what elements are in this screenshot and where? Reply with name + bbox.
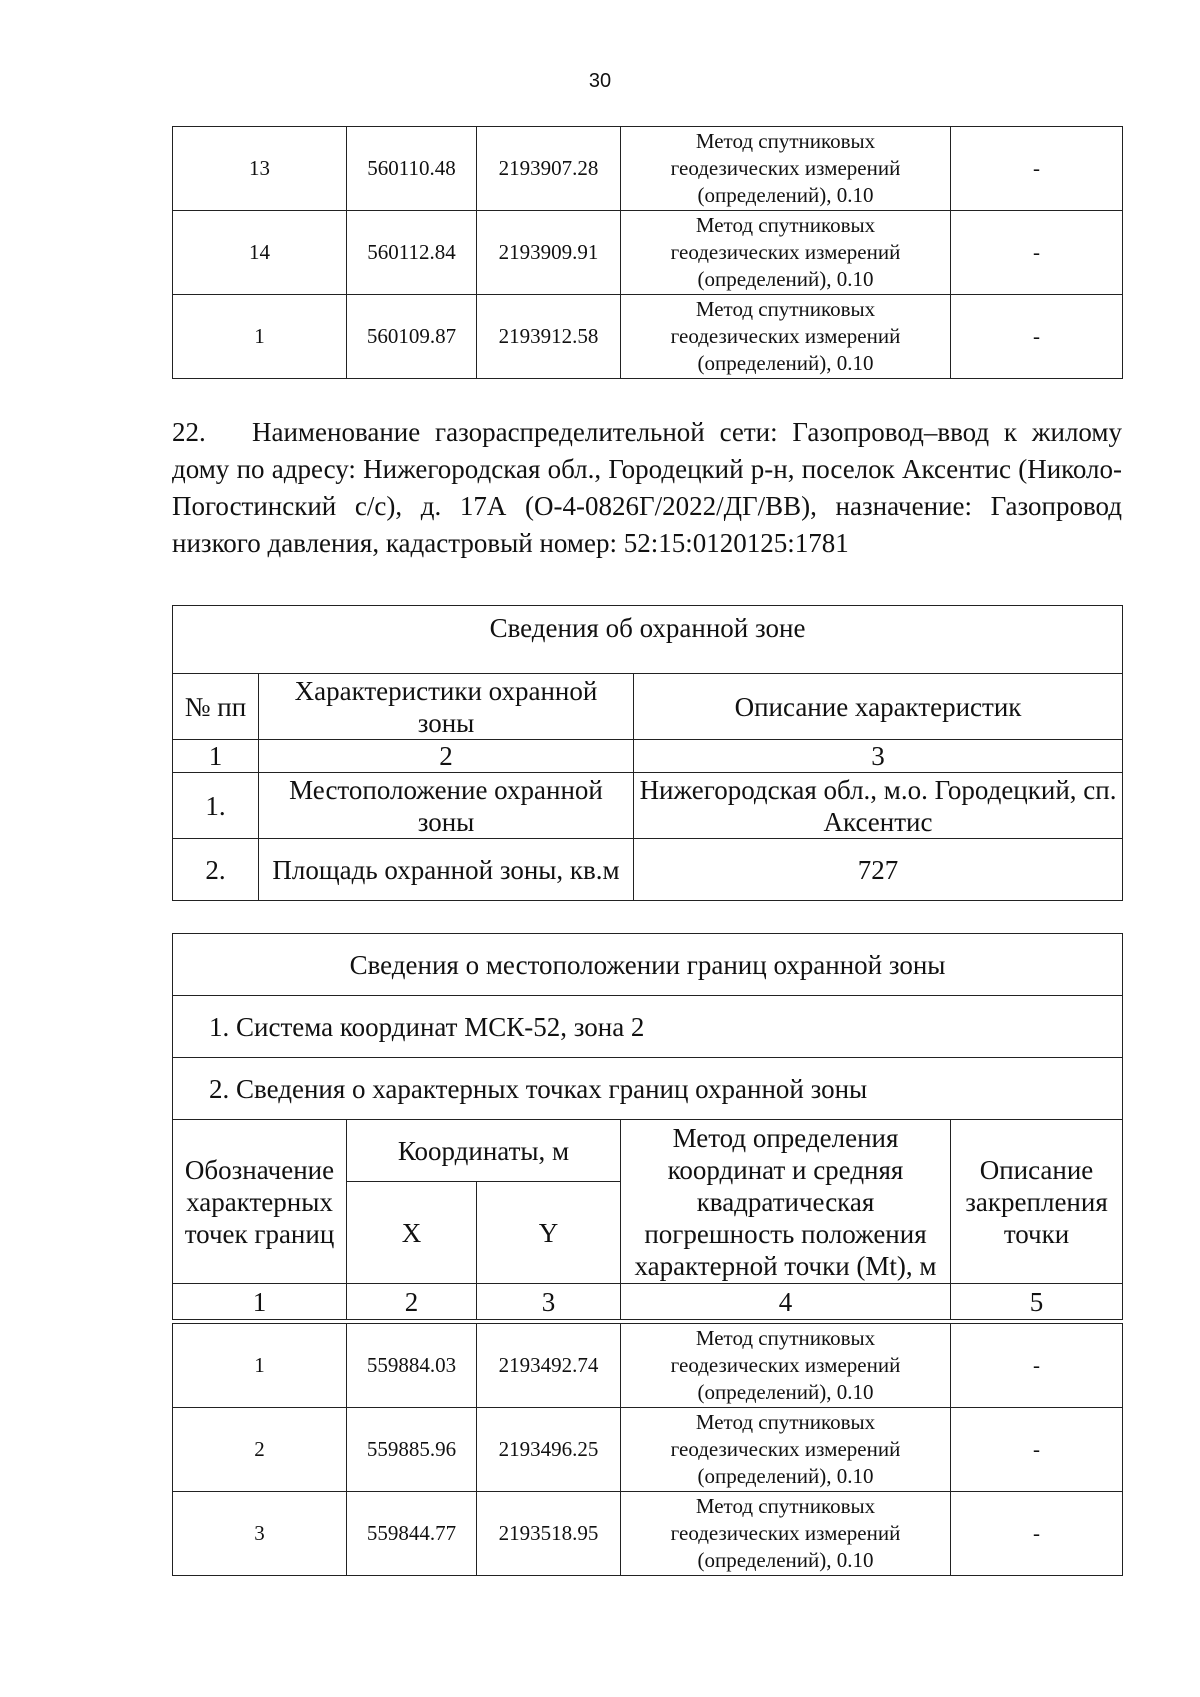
coordinate-system: 1. Система координат МСК-52, зона 2 — [173, 996, 1123, 1058]
method-line: Метод спутниковых — [695, 1326, 876, 1350]
fixing-description: - — [951, 295, 1123, 379]
header-x: X — [347, 1182, 477, 1284]
fixing-description: - — [951, 1408, 1123, 1492]
table-row — [173, 295, 1123, 379]
coord-y: 2193909.91 — [477, 211, 621, 295]
boundary-points-table — [172, 1323, 1123, 1576]
method-line: геодезических измерений — [670, 156, 901, 180]
header-designation: Обозначение характерных точек границ — [173, 1120, 347, 1284]
header-coordinates: Координаты, м — [347, 1120, 621, 1182]
index-cell: 2 — [347, 1284, 477, 1320]
coord-y: 2193518.95 — [477, 1492, 621, 1576]
item-number: 22. — [172, 417, 206, 447]
row-number: 1. — [173, 773, 259, 839]
method-cell — [621, 1324, 951, 1408]
header-number: № пп — [173, 674, 259, 740]
point-number: 13 — [173, 127, 347, 211]
table-row — [173, 1408, 1123, 1492]
method-line: геодезических измерений — [670, 1521, 901, 1545]
method-cell — [621, 211, 951, 295]
coord-y: 2193907.28 — [477, 127, 621, 211]
method-line: (определений), 0.10 — [697, 351, 874, 375]
index-cell: 3 — [477, 1284, 621, 1320]
coord-x: 559885.96 — [347, 1408, 477, 1492]
protection-zone-table — [172, 605, 1123, 901]
point-number: 3 — [173, 1492, 347, 1576]
method-line: Метод спутниковых — [695, 129, 876, 153]
characteristic-name: Площадь охранной зоны, кв.м — [259, 839, 634, 901]
method-line: геодезических измерений — [670, 1437, 901, 1461]
method-line: Метод спутниковых — [695, 1494, 876, 1518]
method-line: Метод спутниковых — [695, 297, 876, 321]
header-characteristics: Характеристики охранной зоны — [259, 674, 634, 740]
method-line: геодезических измерений — [670, 240, 901, 264]
method-line: Метод спутниковых — [695, 213, 876, 237]
coord-y: 2193496.25 — [477, 1408, 621, 1492]
method-line: (определений), 0.10 — [697, 267, 874, 291]
coord-y: 2193912.58 — [477, 295, 621, 379]
method-line: Метод спутниковых — [695, 1410, 876, 1434]
characteristic-value: 727 — [634, 839, 1123, 901]
method-cell — [621, 295, 951, 379]
table-row — [173, 1492, 1123, 1576]
index-cell: 1 — [173, 1284, 347, 1320]
header-description: Описание характеристик — [634, 674, 1123, 740]
method-line: геодезических измерений — [670, 1353, 901, 1377]
method-cell — [621, 127, 951, 211]
method-line: геодезических измерений — [670, 324, 901, 348]
coord-x: 560112.84 — [347, 211, 477, 295]
coord-x: 559884.03 — [347, 1324, 477, 1408]
points-section-title: 2. Сведения о характерных точках границ охранной зоны — [173, 1058, 1123, 1120]
table-row — [173, 839, 1123, 901]
fixing-description: - — [951, 211, 1123, 295]
item-text: Наименование газораспределительной сети: Газопровод–ввод к жилому дому по адресу: Нижегородская обл., Городецкий р-н, поселок Аксентис (Николо-Погостинский с/с), д. 17А (О-4-0826Г/2022/ДГ/ВВ), назначение: Газопровод низкого давления, кадастровый номер: 52:15:0120125:1781 — [172, 417, 1122, 558]
row-number: 2. — [173, 839, 259, 901]
table-title: Сведения об охранной зоне — [173, 606, 1123, 674]
table-row — [173, 211, 1123, 295]
table-row — [173, 127, 1123, 211]
header-y: Y — [477, 1182, 621, 1284]
point-number: 1 — [173, 1324, 347, 1408]
boundary-location-table — [172, 933, 1123, 1320]
table-row — [173, 773, 1123, 839]
item-22-paragraph — [172, 414, 1122, 562]
method-cell — [621, 1408, 951, 1492]
table-row — [173, 1324, 1123, 1408]
method-line: (определений), 0.10 — [697, 1380, 874, 1404]
index-cell: 5 — [951, 1284, 1123, 1320]
index-cell: 4 — [621, 1284, 951, 1320]
method-line: (определений), 0.10 — [697, 1548, 874, 1572]
fixing-description: - — [951, 1492, 1123, 1576]
method-line: (определений), 0.10 — [697, 183, 874, 207]
coord-y: 2193492.74 — [477, 1324, 621, 1408]
index-cell: 3 — [634, 740, 1123, 773]
characteristic-name: Местоположение охранной зоны — [259, 773, 634, 839]
page-number: 30 — [588, 70, 612, 92]
index-cell: 2 — [259, 740, 634, 773]
coord-x: 560110.48 — [347, 127, 477, 211]
header-fixing: Описание закрепления точки — [951, 1120, 1123, 1284]
method-line: (определений), 0.10 — [697, 1464, 874, 1488]
fixing-description: - — [951, 127, 1123, 211]
point-number: 2 — [173, 1408, 347, 1492]
characteristic-value: Нижегородская обл., м.о. Городецкий, сп. Аксентис — [634, 773, 1123, 839]
index-cell: 1 — [173, 740, 259, 773]
point-number: 1 — [173, 295, 347, 379]
points-table-continued — [172, 126, 1123, 379]
method-cell — [621, 1492, 951, 1576]
header-method: Метод определения координат и средняя квадратическая погрешность положения характерной точки (Mt), м — [621, 1120, 951, 1284]
table-title: Сведения о местоположении границ охранной зоны — [173, 934, 1123, 996]
coord-x: 559844.77 — [347, 1492, 477, 1576]
coord-x: 560109.87 — [347, 295, 477, 379]
point-number: 14 — [173, 211, 347, 295]
fixing-description: - — [951, 1324, 1123, 1408]
